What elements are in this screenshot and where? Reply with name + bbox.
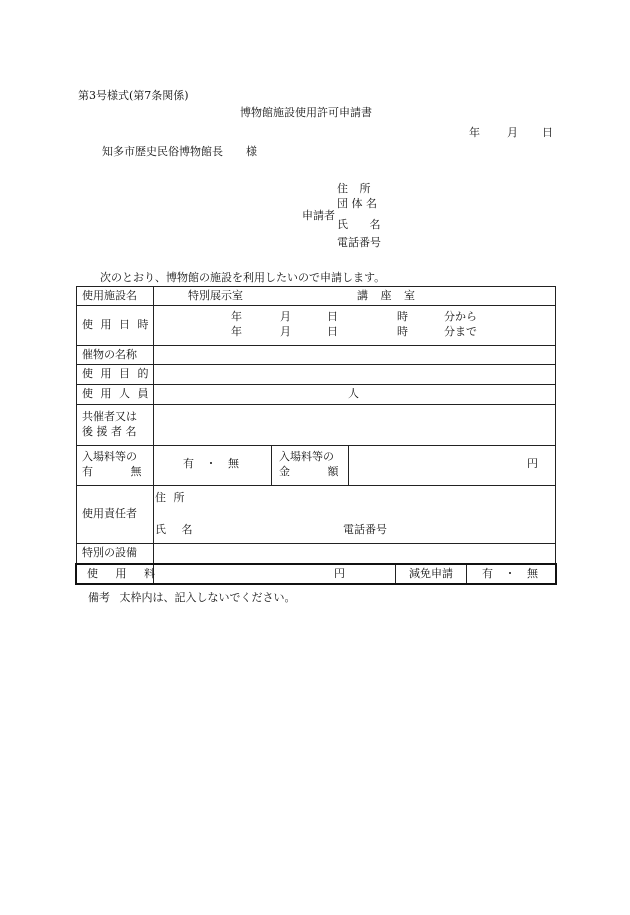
admission-label-line1: 入場料等の xyxy=(82,450,137,463)
fee-unit: 円 xyxy=(334,567,345,580)
table-border xyxy=(76,364,556,365)
sponsor-label-line2: 後 援 者 名 xyxy=(82,425,137,438)
facility-option-lecture-room[interactable]: 講 座 室 xyxy=(357,289,415,302)
datetime-to-hour[interactable]: 時 xyxy=(397,325,408,338)
fee-reduction-label: 減免申請 xyxy=(409,567,453,580)
fee-reduction-options[interactable]: 有 ・ 無 xyxy=(482,567,538,580)
event-name-label: 催物の名称 xyxy=(82,348,137,361)
purpose-label: 使 用 目 的 xyxy=(82,367,151,380)
event-name-field[interactable] xyxy=(155,347,553,363)
sponsor-field[interactable] xyxy=(155,406,553,443)
datetime-from-minute[interactable]: 分から xyxy=(444,310,477,323)
datetime-label: 使 用 日 時 xyxy=(82,318,151,331)
table-border xyxy=(76,384,556,385)
attendees-unit: 人 xyxy=(348,387,359,400)
applicant-label: 申請者 xyxy=(302,209,335,222)
intro-text: 次のとおり、博物館の施設を利用したいので申請します。 xyxy=(100,271,386,284)
table-border xyxy=(466,565,467,583)
applicant-phone-label: 電話番号 xyxy=(337,236,381,249)
honorific: 様 xyxy=(246,145,257,158)
table-border xyxy=(153,286,154,564)
fee-label: 使 用 料 xyxy=(87,567,155,580)
datetime-to-day[interactable]: 日 xyxy=(327,325,338,338)
admission-amount-label-line1: 入場料等の xyxy=(279,450,334,463)
applicant-address-label: 住 所 xyxy=(337,182,371,195)
table-border xyxy=(76,404,556,405)
datetime-from-month[interactable]: 月 xyxy=(280,310,291,323)
table-border xyxy=(348,445,349,485)
table-border xyxy=(76,543,556,544)
responsible-address-label: 住 所 xyxy=(155,491,185,504)
table-border xyxy=(76,286,556,287)
table-border xyxy=(555,286,556,564)
facility-option-exhibition-room[interactable]: 特別展示室 xyxy=(188,289,243,302)
date-day-label: 日 xyxy=(542,126,553,139)
attendees-label: 使 用 人 員 xyxy=(82,387,151,400)
datetime-from-day[interactable]: 日 xyxy=(327,310,338,323)
table-border xyxy=(76,445,556,446)
admission-amount-unit: 円 xyxy=(527,457,538,470)
table-border xyxy=(76,305,556,306)
table-border xyxy=(76,485,556,486)
responsible-name-label: 氏 名 xyxy=(155,523,193,536)
equipment-label: 特別の設備 xyxy=(82,546,137,559)
facility-label: 使用施設名 xyxy=(82,289,137,302)
addressee: 知多市歴史民俗博物館長 xyxy=(102,145,223,158)
admission-yes-no-options[interactable]: 有 ・ 無 xyxy=(183,457,239,470)
datetime-from-year[interactable]: 年 xyxy=(231,310,242,323)
datetime-from-hour[interactable]: 時 xyxy=(397,310,408,323)
table-border xyxy=(76,345,556,346)
admission-label-line2: 有 無 xyxy=(82,465,142,478)
applicant-org-label: 団 体 名 xyxy=(337,197,377,210)
datetime-to-minute[interactable]: 分まで xyxy=(444,325,477,338)
equipment-field[interactable] xyxy=(155,545,553,562)
responsible-phone-label: 電話番号 xyxy=(343,523,387,536)
datetime-to-year[interactable]: 年 xyxy=(231,325,242,338)
date-year-label: 年 xyxy=(469,126,480,139)
date-month-label: 月 xyxy=(507,126,518,139)
footnote: 備考 太枠内は、記入しないでください。 xyxy=(88,591,296,604)
datetime-to-month[interactable]: 月 xyxy=(280,325,291,338)
sponsor-label-line1: 共催者又は xyxy=(82,410,137,423)
table-border xyxy=(395,565,396,583)
purpose-field[interactable] xyxy=(155,366,553,382)
table-border xyxy=(271,445,272,485)
applicant-name-label: 氏 名 xyxy=(337,218,381,231)
admission-amount-label-line2: 金 額 xyxy=(279,465,339,478)
responsible-label: 使用責任者 xyxy=(82,507,137,520)
table-border xyxy=(76,286,77,584)
page-title: 博物館施設使用許可申請書 xyxy=(240,106,372,119)
form-number: 第3号様式(第7条関係) xyxy=(78,89,189,102)
